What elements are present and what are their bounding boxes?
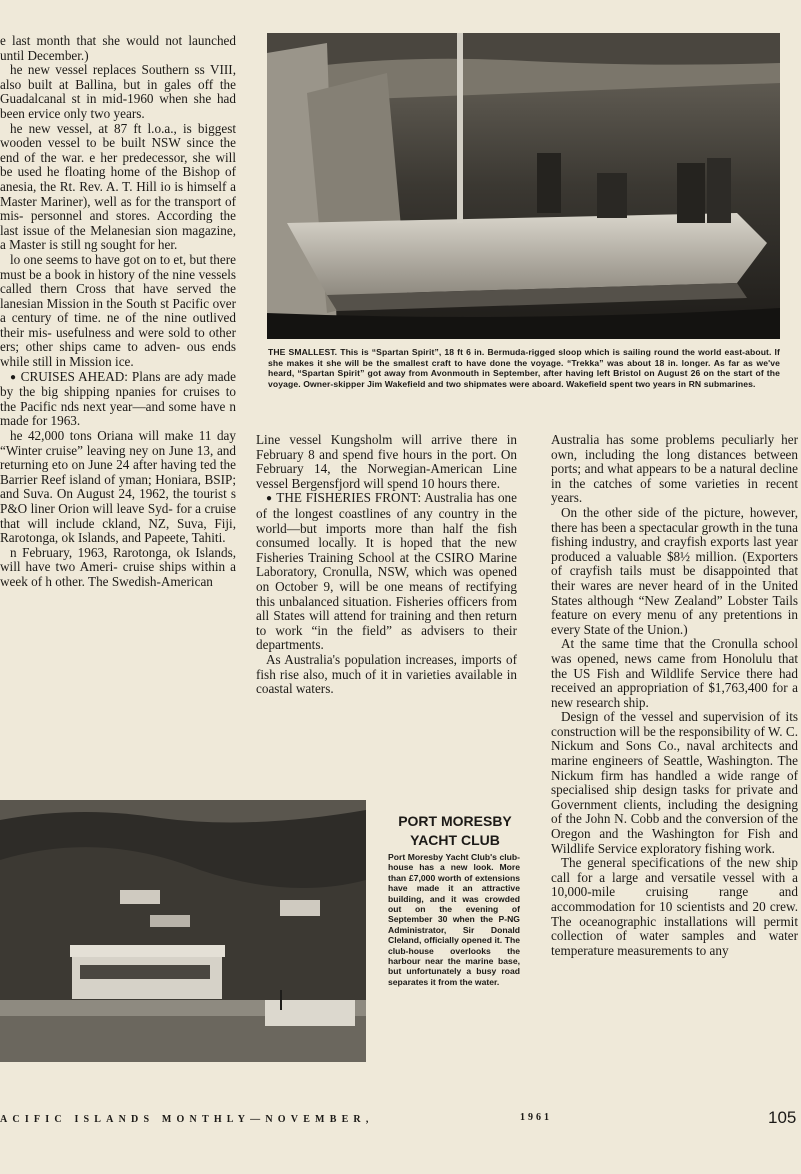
footer-magazine-title: ACIFIC ISLANDS MONTHLY—NOVEMBER, bbox=[0, 1114, 374, 1125]
left-paragraph: n February, 1963, Rarotonga, ok Islands, will have two Ameri- cruise ships within a week of h other. The Swedish-American bbox=[0, 544, 236, 589]
right-paragraph: Australia has some problems peculiarly her own, including the long distances between ports; and what appears to be a natural decline in the catches of some varieties in recent years. bbox=[551, 432, 798, 506]
left-paragraph: CRUISES AHEAD: Plans are ady made by the big shipping npanies for cruises to the Pacific nds next year—and some have n made for 1963. bbox=[0, 368, 237, 429]
left-column bbox=[0, 34, 236, 590]
boat-photo-caption bbox=[268, 347, 780, 389]
left-paragraph: he new vessel replaces Southern ss VIII, also built at Ballina, but in gales off the Guadalcanal st in mid-1960 when she had been ervice only two years. bbox=[0, 62, 236, 121]
footer-year: 1961 bbox=[520, 1112, 552, 1123]
right-paragraph: At the same time that the Cronulla school was opened, news came from Honolulu that the US Fish and Wildlife Service there had received an appropriation of $1,763,400 for a new research ship. bbox=[551, 636, 798, 710]
right-paragraph: On the other side of the picture, however, there has been a spectacular growth in the tuna fishing industry, and crayfish exports last year produced a valuable $8½ million. (Exporters of crayfish tails must be disappointed that their wares are never heard of in the United States although “New Zealand” Lobster Tails feature on every menu of any pretentions in every State of the Union.) bbox=[551, 504, 798, 637]
left-paragraph: lo one seems to have got on to et, but there must be a book in history of the nine vessels called thern Cross that have served the lanesian Mission in the South st Pacific over a century of time. ne of the nine outlived their mis- usefulness and were sold to other ers; other ships came to adven- ous ends while still in Mission ice. bbox=[0, 251, 236, 370]
middle-column bbox=[256, 433, 517, 697]
yacht-club-caption: Port Moresby Yacht Club's club-house has a new look. More than £7,000 worth of extensions have made it an attractive building, and it was crowded out on the evening of September 30 when the P-NG Administrator, Sir Donald Cleland, officially opened it. The club-house overlooks the harbour near the marine base, but unfortunately a busy road separates it from the water. bbox=[388, 852, 520, 987]
right-paragraph: Design of the vessel and supervision of its construction will be the responsibility of W. C. Nickum and Sons Co., naval architects and marine engineers of Seattle, Washington. The Nickum firm has handled a wide range of specialised ship design tasks for private and Government clients, including the designing of the John N. Cobb and the conversion of the Oregon and the Washington for Fish and Wildlife Service exploratory fishing work. bbox=[551, 709, 798, 856]
bullet-icon: ● bbox=[266, 493, 273, 505]
middle-paragraph-fisheries bbox=[256, 491, 517, 653]
caption-lead: THE SMALLEST. bbox=[268, 347, 338, 357]
page-number: 105 bbox=[768, 1108, 797, 1127]
yacht-club-photo bbox=[0, 800, 366, 1062]
yacht-club-photo-image bbox=[0, 800, 366, 1062]
boat-photo-image bbox=[267, 33, 780, 339]
middle-paragraph: As Australia's population increases, imports of fish rise also, much of it in varieties available in coastal waters. bbox=[256, 651, 517, 697]
page-footer bbox=[0, 1108, 801, 1134]
right-column bbox=[551, 433, 798, 958]
left-paragraph: he 42,000 tons Oriana will make 11 day “Winter cruise” leaving ney on June 13, and returning eto on June 24 after having ted the Barrier Reef island of yman; Honiara, BSIP; and Suva. On August 24, 1962, the tourist s P&O liner Orion will leave Syd- for a cruise that will include ckland, NZ, Suva, Fiji, Rarotonga, ok Islands, and Papeete, Tahiti. bbox=[0, 428, 236, 546]
caption-text: This is “Spartan Spirit”, 18 ft 6 in. Bermuda-rigged sloop which is sailing round the world east-about. If she makes it she will be the smallest craft to have done the voyage. “Trekka” was about 18 in. longer. As far as we've heard, “Spartan Spirit” got away from Avonmouth in September, after having left Bristol on August 26 on the start of the voyage. Owner-skipper Jim Wakefield and two shipmates were aboard. Wakefield spent two years in RN submarines. bbox=[268, 347, 780, 389]
left-paragraph: e last month that she would not launched until December.) bbox=[0, 33, 236, 63]
left-paragraph-cruises bbox=[0, 370, 236, 429]
left-paragraph: he new vessel, at 87 ft l.o.a., is biggest wooden vessel to be built NSW since the end of the war. e her predecessor, she will be used he floating home of the Bishop of anesia, the Rt. Rev. A. T. Hill io is himself a Master Mariner), well as for the transport of mis- personnel and stores. According the last issue of the Melanesian sion magazine, a Master is still ng sought for her. bbox=[0, 120, 236, 253]
middle-paragraph: THE FISHERIES FRONT: Australia has one of the longest coastlines of any country in the world—but imports more than half the fish consumed locally. It is hoped that the new Fisheries Training School at the CSIRO Marine Laboratory, Cronulla, NSW, which was opened on October 9, will be one means of rectifying this unbalanced situation. Fisheries officers from all States will attend for training and then return to work “in the field” as advisers to their departments. bbox=[256, 490, 517, 653]
right-paragraph: The general specifications of the new ship call for a large and versatile vessel with a 10,000-mile cruising range and accommodation for 10 scientists and 20 crew. The oceanographic installations will permit collection of water samples and water temperature measurements to any bbox=[551, 855, 798, 958]
middle-paragraph: Line vessel Kungsholm will arrive there in February 8 and spend five hours in the port. On February 14, the Norwegian-American Line vessel Bergensfjord will spend 10 hours there. bbox=[256, 432, 517, 491]
bullet-icon: ● bbox=[10, 371, 17, 383]
yacht-club-title: PORT MORESBY YACHT CLUB bbox=[398, 813, 512, 848]
boat-photo bbox=[267, 33, 780, 339]
